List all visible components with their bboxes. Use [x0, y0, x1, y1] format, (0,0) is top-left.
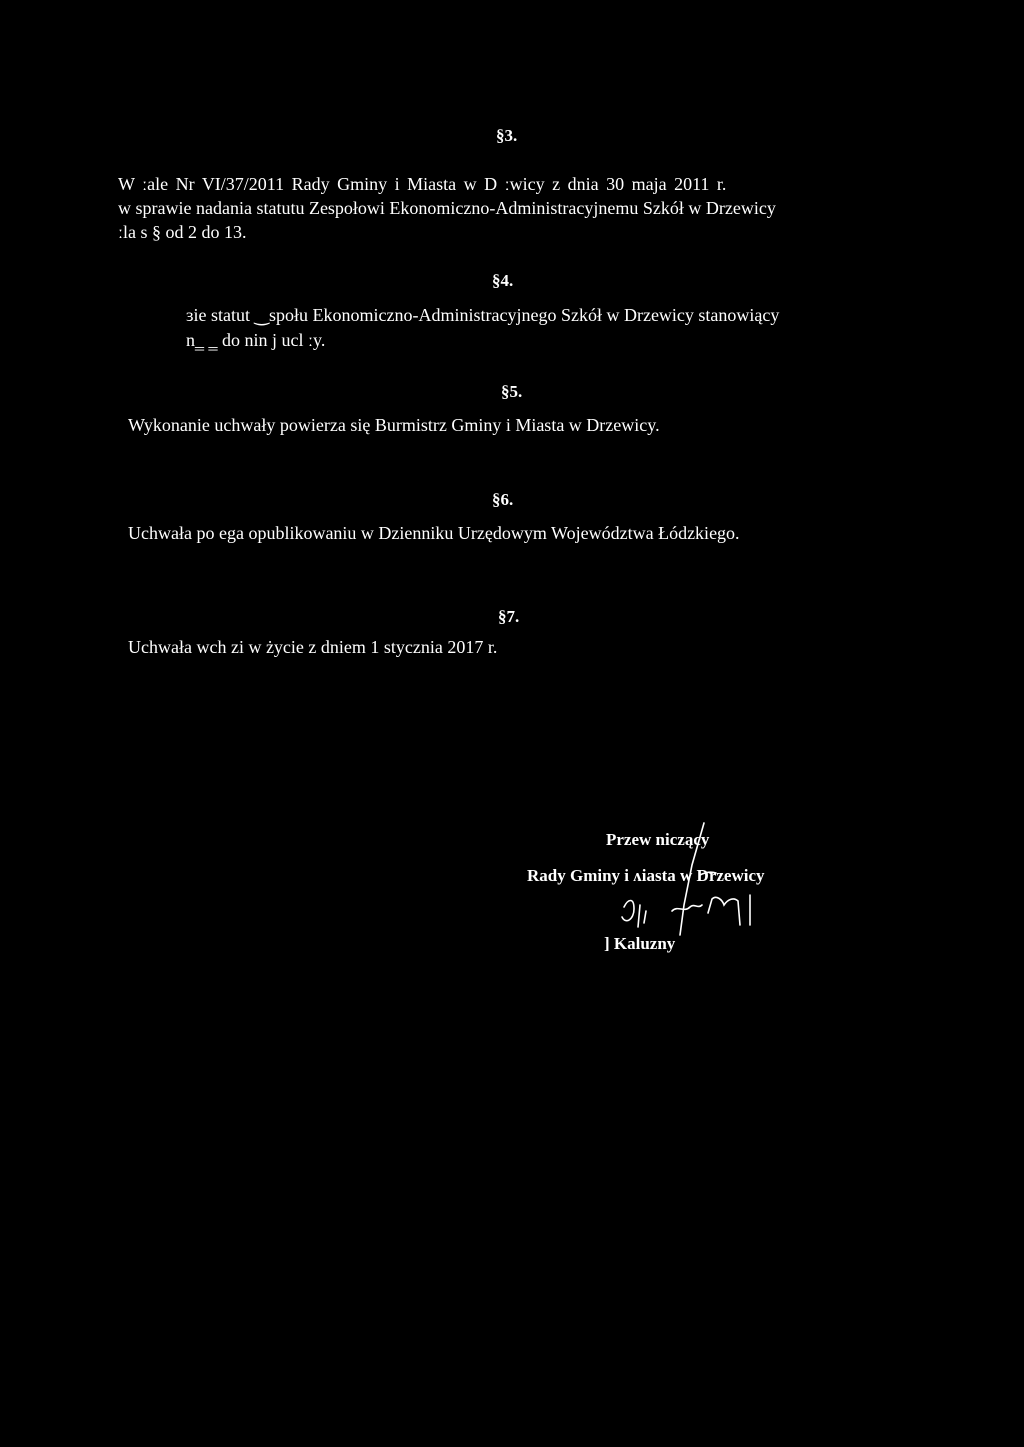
section-7-text: Uchwała wch zi w życie z dniem 1 stycznia 2017 r. [128, 637, 498, 657]
signature-title: Przew niczący [606, 830, 710, 849]
section-6-text: Uchwała po ega opublikowaniu w Dzienniku Urzędowym Województwa Łódzkiego. [128, 523, 740, 543]
section-3-heading: §3. [496, 126, 518, 145]
handwritten-signature-icon [600, 815, 770, 950]
section-6-heading: §6. [492, 490, 514, 509]
section-3-line-2: w sprawie nadania statutu Zespołowi Ekonomiczno-Administracyjnemu Szkół w Drzewicy [118, 198, 776, 218]
section-4-heading: §4. [492, 271, 514, 290]
signature-council: Rady Gminy i ʌiasta w Drzewicy [527, 866, 765, 885]
section-5-heading: §5. [501, 382, 523, 401]
section-7-heading: §7. [498, 607, 520, 626]
section-3-line-3: ːla s § od 2 do 13. [118, 222, 247, 242]
section-3-line-1: W ːale Nr VI/37/2011 Rady Gminy i Miasta w D ːwicy z dnia 30 maja 2011 r. [118, 174, 727, 194]
signature-name: ] Kaluzny [604, 934, 676, 953]
section-4-line-1: ɜie statut ‿społu Ekonomiczno-Administracyjnego Szkół w Drzewicy stanowiący [186, 305, 780, 325]
section-4-line-2: n‗ ‗ do nin j ucl ːy. [186, 330, 326, 350]
section-5-text: Wykonanie uchwały powierza się Burmistrz Gminy i Miasta w Drzewicy. [128, 415, 660, 435]
